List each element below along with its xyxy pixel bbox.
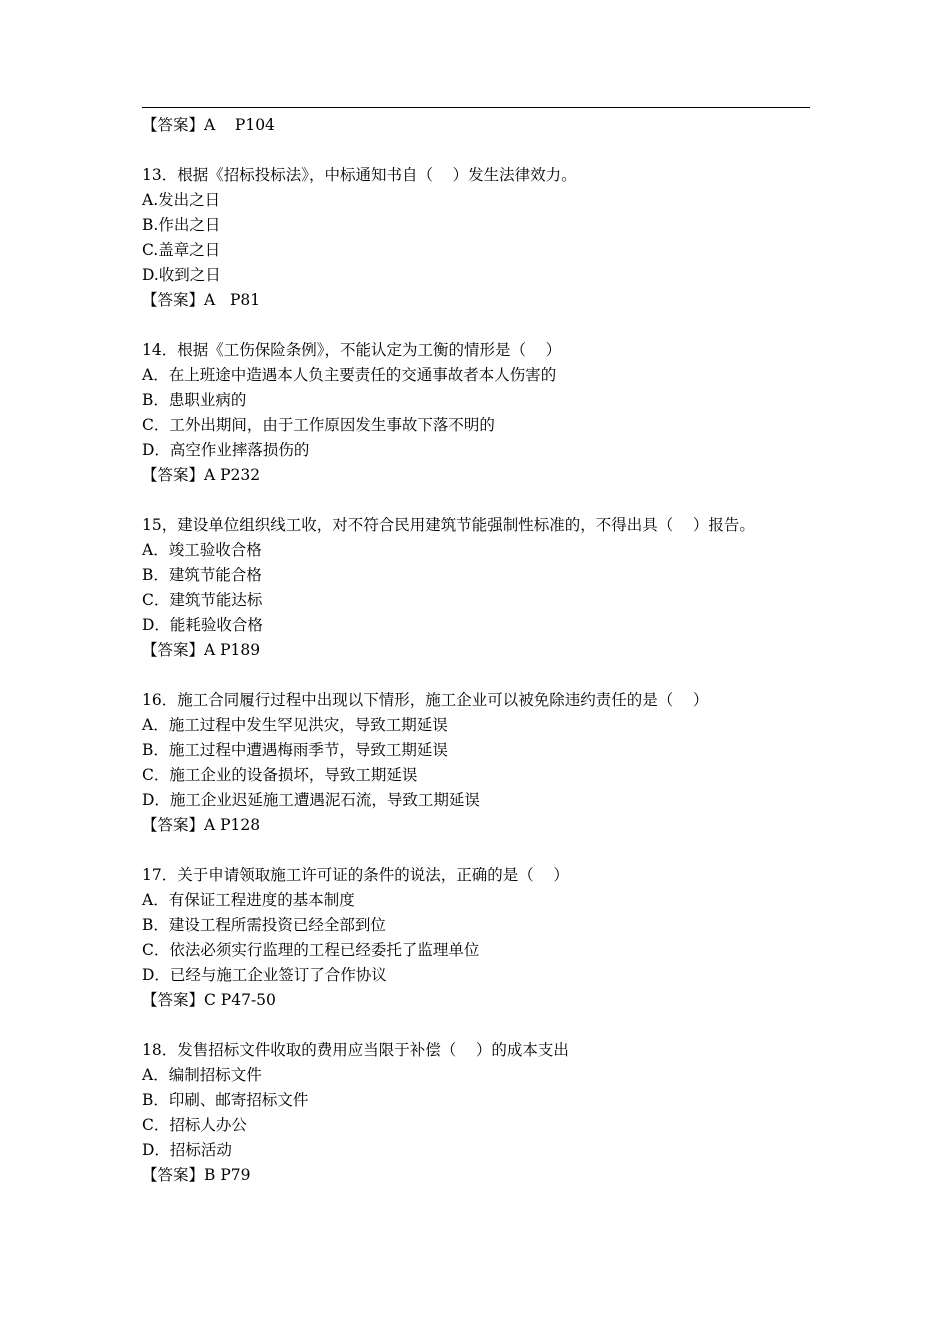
answer-line: 【答案】C P47-50 bbox=[142, 991, 276, 1009]
option-b: B.作出之日 bbox=[142, 216, 221, 234]
option-a: A.发出之日 bbox=[142, 191, 221, 209]
option-d: D．施工企业迟延施工遭遇泥石流，导致工期延误 bbox=[142, 791, 480, 809]
option-b: B．患职业病的 bbox=[142, 391, 247, 409]
option-a: A．在上班途中造遇本人负主要责任的交通事故者本人伤害的 bbox=[142, 366, 557, 384]
question-stem: 17．关于申请领取施工许可证的条件的说法，正确的是（ ） bbox=[142, 866, 569, 884]
question-18 bbox=[142, 1038, 822, 1188]
option-a: A．施工过程中发生罕见洪灾，导致工期延误 bbox=[142, 716, 448, 734]
option-d: D．高空作业摔落损伤的 bbox=[142, 441, 310, 459]
answer-line: 【答案】A P232 bbox=[142, 466, 261, 484]
option-d: D．已经与施工企业签订了合作协议 bbox=[142, 966, 387, 984]
option-d: D．能耗验收合格 bbox=[142, 616, 263, 634]
question-16 bbox=[142, 688, 822, 838]
answer-line: 【答案】A P81 bbox=[142, 291, 261, 309]
option-c: C．工外出期间，由于工作原因发生事故下落不明的 bbox=[142, 416, 495, 434]
question-17 bbox=[142, 863, 822, 1013]
document-body bbox=[142, 113, 822, 1188]
option-b: B．施工过程中遭遇梅雨季节，导致工期延误 bbox=[142, 741, 448, 759]
option-c: C．建筑节能达标 bbox=[142, 591, 263, 609]
option-c: C．依法必须实行监理的工程已经委托了监理单位 bbox=[142, 941, 480, 959]
option-c: C．招标人办公 bbox=[142, 1116, 247, 1134]
option-b: B．建设工程所需投资已经全部到位 bbox=[142, 916, 386, 934]
question-13 bbox=[142, 163, 822, 313]
question-stem: 18．发售招标文件收取的费用应当限于补偿（ ）的成本支出 bbox=[142, 1041, 569, 1059]
option-c: C.盖章之日 bbox=[142, 241, 221, 259]
question-stem: 13．根据《招标投标法》，中标通知书自（ ）发生法律效力。 bbox=[142, 166, 577, 184]
option-b: B．印刷、邮寄招标文件 bbox=[142, 1091, 309, 1109]
option-a: A．编制招标文件 bbox=[142, 1066, 262, 1084]
question-stem: 15，建设单位组织线工收，对不符合民用建筑节能强制性标准的，不得出具（ ）报告。 bbox=[142, 516, 755, 534]
answer-line: 【答案】A P189 bbox=[142, 641, 261, 659]
question-stem: 14．根据《工伤保险条例》，不能认定为工衡的情形是（ ） bbox=[142, 341, 562, 359]
option-a: A．有保证工程进度的基本制度 bbox=[142, 891, 355, 909]
answer-line: 【答案】A P128 bbox=[142, 816, 261, 834]
question-14 bbox=[142, 338, 822, 488]
option-b: B．建筑节能合格 bbox=[142, 566, 262, 584]
answer-line: 【答案】B P79 bbox=[142, 1166, 251, 1184]
option-c: C．施工企业的设备损坏，导致工期延误 bbox=[142, 766, 418, 784]
question-15 bbox=[142, 513, 822, 663]
option-a: A．竣工验收合格 bbox=[142, 541, 262, 559]
option-d: D．招标活动 bbox=[142, 1141, 232, 1159]
question-stem: 16．施工合同履行过程中出现以下情形，施工企业可以被免除违约责任的是（ ） bbox=[142, 691, 709, 709]
answer-line: 【答案】A P104 bbox=[142, 116, 275, 134]
header-rule bbox=[142, 107, 810, 108]
option-d: D.收到之日 bbox=[142, 266, 221, 284]
